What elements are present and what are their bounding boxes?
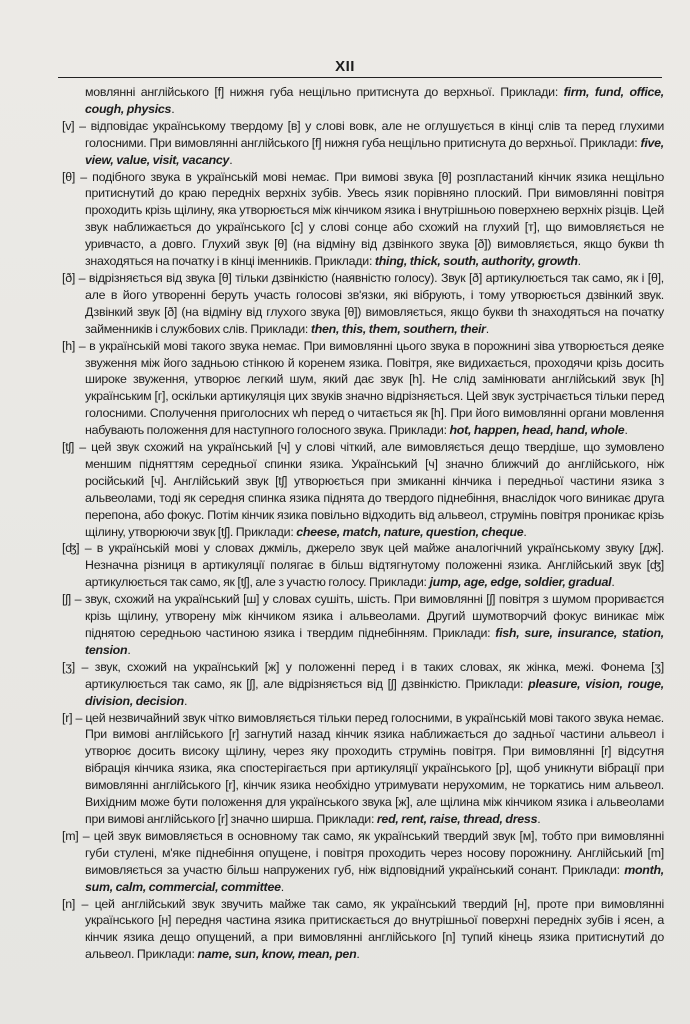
examples: five, view, value, visit, vacancy <box>85 135 664 167</box>
paragraph-h: [h] – в українській мові такого звука немає. При вимовлянні цього звука в порожнині зіва утворюється деяке звуження між його задньою стінкою й коренем язика. Повітря, яке видихається, проходячи крізь досить широке звуження, утворює легкий шум, який дає звук [h]. Не слід замінювати англійський звук [h] українським [г], оскільки артикуляція цих звуків значно відрізняється. Цей звук зустрічається тільки перед голосними. Сполучення приголосних wh перед o читається як [h]. При його вимовлянні органи мовлення набувають положення для наступного голосного звука. Приклади: hot, happen, head, hand, whole. <box>62 338 664 438</box>
examples: month, sum, calm, commercial, committee <box>85 862 664 894</box>
paragraph-eth: [ð] – відрізняється від звука [θ] тільки дзвінкістю (наявністю голосу). Звук [ð] артикулюється так само, як і [θ], але в його утворенні беруть участь голосові зв'язки, які вібрують, і тому утворюється дзвінкий звук. Дзвінкий звук [ð] (на відміну від глухого звука [θ]) вимовляється, якщо букви th знаходяться на початку займенників і службових слів. Приклади: then, this, them, southern, their. <box>62 270 664 336</box>
paragraph-zh: [ʒ] – звук, схожий на український [ж] у положенні перед і в таких словах, як жінка, межі. Фонема [ʒ] артикулюється так само, як [ʃ], але відрізняється від [ʃ] дзвінкістю. Приклади: pleasure, vision, rouge, division, decision. <box>62 659 665 708</box>
header-rule <box>58 77 662 78</box>
paragraph-tsh: [tʃ] – цей звук схожий на український [ч] у слові чіткий, але вимовляється дещо твердіше, що зумовлено меншим підняттям середньої спинки язика. Український [ч] значно ближчий до англійського, ніж російський [ч]. Англійський звук [tʃ] утворюється при змиканні кінчика і передньої частини язика з альвеолами, тоді як середня спинка язика піднята до твердого піднебіння, внаслідок чого виникає друга перепона, або фокус. Потім кінчик язика повільно відходить від альвеол, струмінь повітря проникає крізь щілину, утворюючи звук [tʃ]. Приклади: cheese, match, nature, question, cheque. <box>62 440 664 539</box>
paragraph-n: [n] – цей англійський звук звучить майже так само, як український твердий [н], проте при вимовлянні українського [н] передня частина язика притискається до внутрішньої поверхні передніх зубів і ясен, а кінчик язика дещо опущений, а при вимовлянні англійського [n] тупий кінець язика притиснутий до альвеол. Приклади: name, sun, know, mean, pen. <box>62 896 664 962</box>
examples: fish, sure, insurance, station, tension <box>85 626 665 657</box>
examples: red, rent, raise, thread, dress <box>376 811 538 826</box>
paragraph-m: [m] – цей звук вимовляється в основному так само, як український твердий звук [м], тобто при вимовлянні губи стулені, м'яке піднебіння опущене, і повітря проходить через носову порожнину. Англійський [m] вимовляється за участю більш напружених губ, ніж відповідний український сонант. Приклади: month, sum, calm, commercial, committee. <box>62 828 664 894</box>
examples: cheese, match, nature, question, cheque <box>296 524 524 539</box>
paragraph-r: [r] – цей незвичайний звук чітко вимовляється тільки перед голосними, в українській мові такого звука немає. При вимові англійського [r] загнутий назад кінчик язика наближається до задньої частини альвеол і утворює досить високу щілину, через яку проходить струмінь повітря. При вимовлянні [r] відсутня вібрація кінчика язика, яка спостерігається при артикуляції українського [р], щоб уникнути вібрації при вимовлянні англійського [r], кінчик язика необхідно утримувати нерухомим, не торкатись ним альвеол. Вихідним може бути положення для українського звука [ж], але щілина між кінчиком язика і альвеолами при вимові англійського [r] значно ширша. Приклади: red, rent, raise, thread, dress. <box>62 710 664 826</box>
page-body <box>62 84 664 963</box>
examples: name, sun, know, mean, pen <box>197 947 357 962</box>
examples: then, this, them, southern, their <box>310 321 486 336</box>
examples: hot, happen, head, hand, whole <box>449 423 625 438</box>
paragraph-theta: [θ] – подібного звука в українській мові немає. При вимові звука [θ] розпластаний кінчик язика нещільно притиснутий до краю передніх верхніх зубів. Увесь язик порівняно плоский. При вимовлянні повітря проходить крізь щілину, яка утворюється між кінчиком язика і внутрішньою поверхнею верхніх різців. Цей звук наближається до українського [с] у слові сонце або схожий на глухий [т], що вимовляється не уривчасто, а довго. Глухий звук [θ] (на відміну від дзвінкого звука [ð]) вимовляється, якщо букви th знаходяться на початку і в кінці іменників. Приклади: thing, thick, south, authority, growth. <box>62 169 664 269</box>
examples: thing, thick, south, authority, growth <box>374 254 578 269</box>
paragraph-dzh: [ʤ] – в українській мові у словах джміль, джерело звук цей майже аналогічний українському звуку [дж]. Незначна різниця в артикуляції полягає в більш відтягнутому положенні язика. Англійський звук [ʤ] артикулюється так само, як [tʃ], але з участю голосу. Приклади: jump, age, edge, soldier, gradual. <box>62 541 664 590</box>
page-number: XII <box>335 58 355 75</box>
examples: jump, age, edge, soldier, gradual <box>429 575 612 590</box>
paragraph-sh: [ʃ] – звук, схожий на український [ш] у словах сушіть, шість. При вимовлянні [ʃ] повітря з шумом прориваєтся крізь щілину, утворену між кінчиком язика і альвеолами. Другий шумотворчий фокус виникає між піднятою середньою частиною язика і твердим піднебінням. Приклади: fish, sure, insurance, station, tension. <box>62 592 665 657</box>
examples: firm, fund, office, cough, physics <box>85 85 664 116</box>
examples: pleasure, vision, rouge, division, decision <box>85 676 665 708</box>
paragraph-f-continued: мовлянні англійського [f] нижня губа нещільно притиснута до верхньої. Приклади: firm, fund, office, cough, physics. <box>85 85 664 116</box>
paragraph-v: [v] – відповідає українському твердому [в] у слові вовк, але не оглушується в кінці слів та перед глухими голосними. При вимовлянні англійського [f] нижня губа нещільно притиснута до верхньої. Приклади: five, view, value, visit, vacancy. <box>62 118 664 167</box>
